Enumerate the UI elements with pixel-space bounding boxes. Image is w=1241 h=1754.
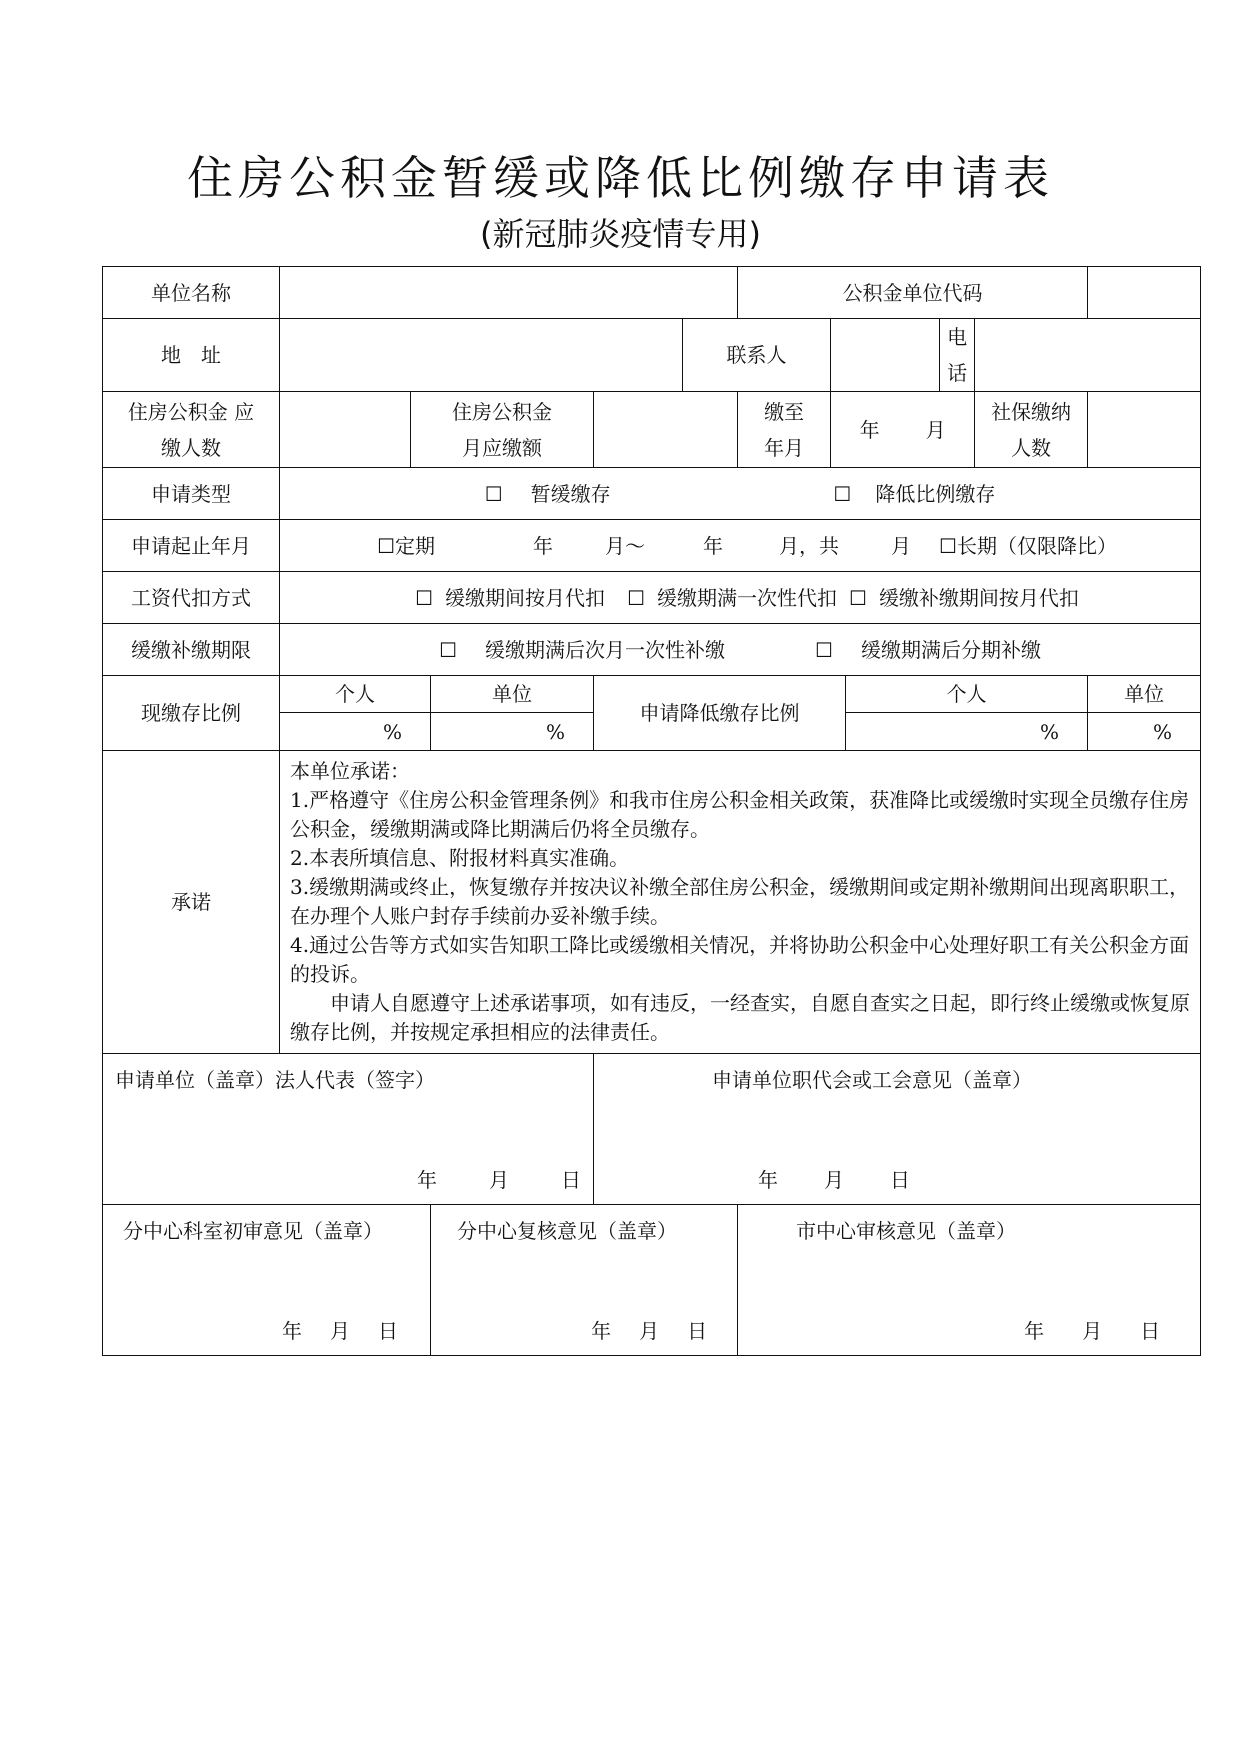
unit-name-field[interactable] bbox=[280, 267, 738, 319]
form-subtitle: (新冠肺炎疫情专用) bbox=[480, 215, 761, 253]
unit-code-field[interactable] bbox=[1088, 267, 1201, 319]
reduce-personal-percent[interactable]: % bbox=[846, 713, 1088, 751]
phone-field[interactable] bbox=[975, 319, 1201, 392]
promise-label: 承诺 bbox=[103, 751, 280, 1054]
application-table bbox=[102, 266, 1201, 1356]
makeup-label: 缓缴补缴期限 bbox=[103, 624, 280, 676]
contact-label: 联系人 bbox=[683, 319, 831, 392]
union-opinion-date: 年 月 日 bbox=[758, 1168, 910, 1192]
city-center-review-heading: 市中心审核意见（盖章） bbox=[796, 1219, 1017, 1243]
payroll-options: ☐ 缓缴期间按月代扣 ☐ 缓缴期满一次性代扣 ☐ 缓缴补缴期间按月代扣 bbox=[280, 572, 1201, 624]
unit-code-label: 公积金单位代码 bbox=[738, 267, 1088, 319]
current-unit-header: 单位 bbox=[431, 676, 594, 713]
branch-initial-review-date: 年 月 日 bbox=[282, 1319, 398, 1343]
monthly-amount-label: 住房公积金 月应缴额 bbox=[411, 392, 594, 468]
address-field[interactable] bbox=[280, 319, 683, 392]
form-title: 住房公积金暂缓或降低比例缴存申请表 bbox=[187, 151, 1054, 205]
reduce-unit-percent[interactable]: % bbox=[1088, 713, 1201, 751]
checkbox-makeup-lump[interactable]: ☐ bbox=[439, 637, 458, 662]
social-count-label: 社保缴纳 人数 bbox=[975, 392, 1088, 468]
apply-type-options bbox=[280, 468, 1201, 520]
current-unit-percent[interactable]: % bbox=[431, 713, 594, 751]
paid-until-label: 缴至 年月 bbox=[738, 392, 831, 468]
checkbox-fixed-term[interactable]: ☐定期 bbox=[377, 533, 436, 558]
checkbox-payroll-makeup[interactable]: ☐ bbox=[849, 585, 867, 610]
union-opinion-box[interactable] bbox=[594, 1054, 1201, 1205]
payer-count-label: 住房公积金 应 缴人数 bbox=[103, 392, 280, 468]
reduce-personal-header: 个人 bbox=[846, 676, 1088, 713]
phone-label: 电话 bbox=[940, 319, 975, 392]
option-reduce-label: 降低比例缴存 bbox=[875, 481, 996, 506]
branch-recheck-box[interactable] bbox=[431, 1205, 738, 1356]
legal-rep-signature-box[interactable] bbox=[103, 1054, 594, 1205]
promise-item-1: 1.严格遵守《住房公积金管理条例》和我市住房公积金相关政策，获准降比或缓缴时实现全员缴存住房公积金，缓缴期满或降比期满后仍将全员缴存。 bbox=[290, 788, 1190, 841]
promise-item-3: 3.缓缴期满或终止，恢复缴存并按决议补缴全部住房公积金，缓缴期间或定期补缴期间出现离职职工，在办理个人账户封存手续前办妥补缴手续。 bbox=[290, 875, 1190, 928]
promise-item-2: 2.本表所填信息、附报材料真实准确。 bbox=[290, 846, 630, 870]
legal-rep-date: 年 月 日 bbox=[417, 1168, 581, 1192]
checkbox-payroll-monthly[interactable]: ☐ bbox=[415, 585, 434, 610]
checkbox-long-term[interactable]: ☐长期（仅限降比） bbox=[939, 533, 1117, 558]
city-center-review-box[interactable] bbox=[738, 1205, 1201, 1356]
promise-intro: 本单位承诺： bbox=[290, 759, 410, 783]
unit-name-label: 单位名称 bbox=[103, 267, 280, 319]
contact-field[interactable] bbox=[831, 319, 940, 392]
branch-recheck-heading: 分中心复核意见（盖章） bbox=[457, 1219, 677, 1243]
branch-recheck-date: 年 月 日 bbox=[591, 1319, 708, 1343]
legal-rep-heading: 申请单位（盖章）法人代表（签字） bbox=[115, 1068, 435, 1092]
payroll-label: 工资代扣方式 bbox=[103, 572, 280, 624]
current-personal-header: 个人 bbox=[280, 676, 431, 713]
current-ratio-label: 现缴存比例 bbox=[103, 676, 280, 751]
paid-until-field[interactable]: 年 月 bbox=[831, 392, 975, 468]
checkbox-makeup-installment[interactable]: ☐ bbox=[815, 637, 833, 662]
branch-initial-review-box[interactable] bbox=[103, 1205, 431, 1356]
apply-period-label: 申请起止年月 bbox=[103, 520, 280, 572]
apply-type-label: 申请类型 bbox=[103, 468, 280, 520]
makeup-options: ☐ 缓缴期满后次月一次性补缴 ☐ 缓缴期满后分期补缴 bbox=[280, 624, 1201, 676]
promise-text bbox=[280, 751, 1201, 1054]
promise-item-4: 4.通过公告等方式如实告知职工降比或缓缴相关情况，并将协助公积金中心处理好职工有关公积金方面的投诉。 bbox=[290, 933, 1190, 986]
checkbox-defer[interactable]: ☐ bbox=[484, 481, 503, 506]
reduce-ratio-label: 申请降低缴存比例 bbox=[594, 676, 846, 751]
promise-declaration: 申请人自愿遵守上述承诺事项，如有违反，一经查实，自愿自查实之日起，即行终止缓缴或恢复原缴存比例，并按规定承担相应的法律责任。 bbox=[290, 991, 1190, 1044]
branch-initial-review-heading: 分中心科室初审意见（盖章） bbox=[123, 1219, 383, 1243]
social-count-field[interactable] bbox=[1088, 392, 1201, 468]
payer-count-field[interactable] bbox=[280, 392, 411, 468]
current-personal-percent[interactable]: % bbox=[280, 713, 431, 751]
option-defer-label: 暂缓缴存 bbox=[530, 481, 611, 506]
reduce-unit-header: 单位 bbox=[1088, 676, 1201, 713]
city-center-review-date: 年 月 日 bbox=[1024, 1319, 1161, 1343]
checkbox-payroll-lump[interactable]: ☐ bbox=[627, 585, 645, 610]
monthly-amount-field[interactable] bbox=[594, 392, 738, 468]
address-label: 地 址 bbox=[103, 319, 280, 392]
union-opinion-heading: 申请单位职代会或工会意见（盖章） bbox=[712, 1068, 1032, 1092]
checkbox-reduce[interactable]: ☐ bbox=[833, 481, 852, 506]
apply-period-options: ☐定期 年 月～ 年 月，共 月 ☐长期（仅限降比） bbox=[280, 520, 1201, 572]
